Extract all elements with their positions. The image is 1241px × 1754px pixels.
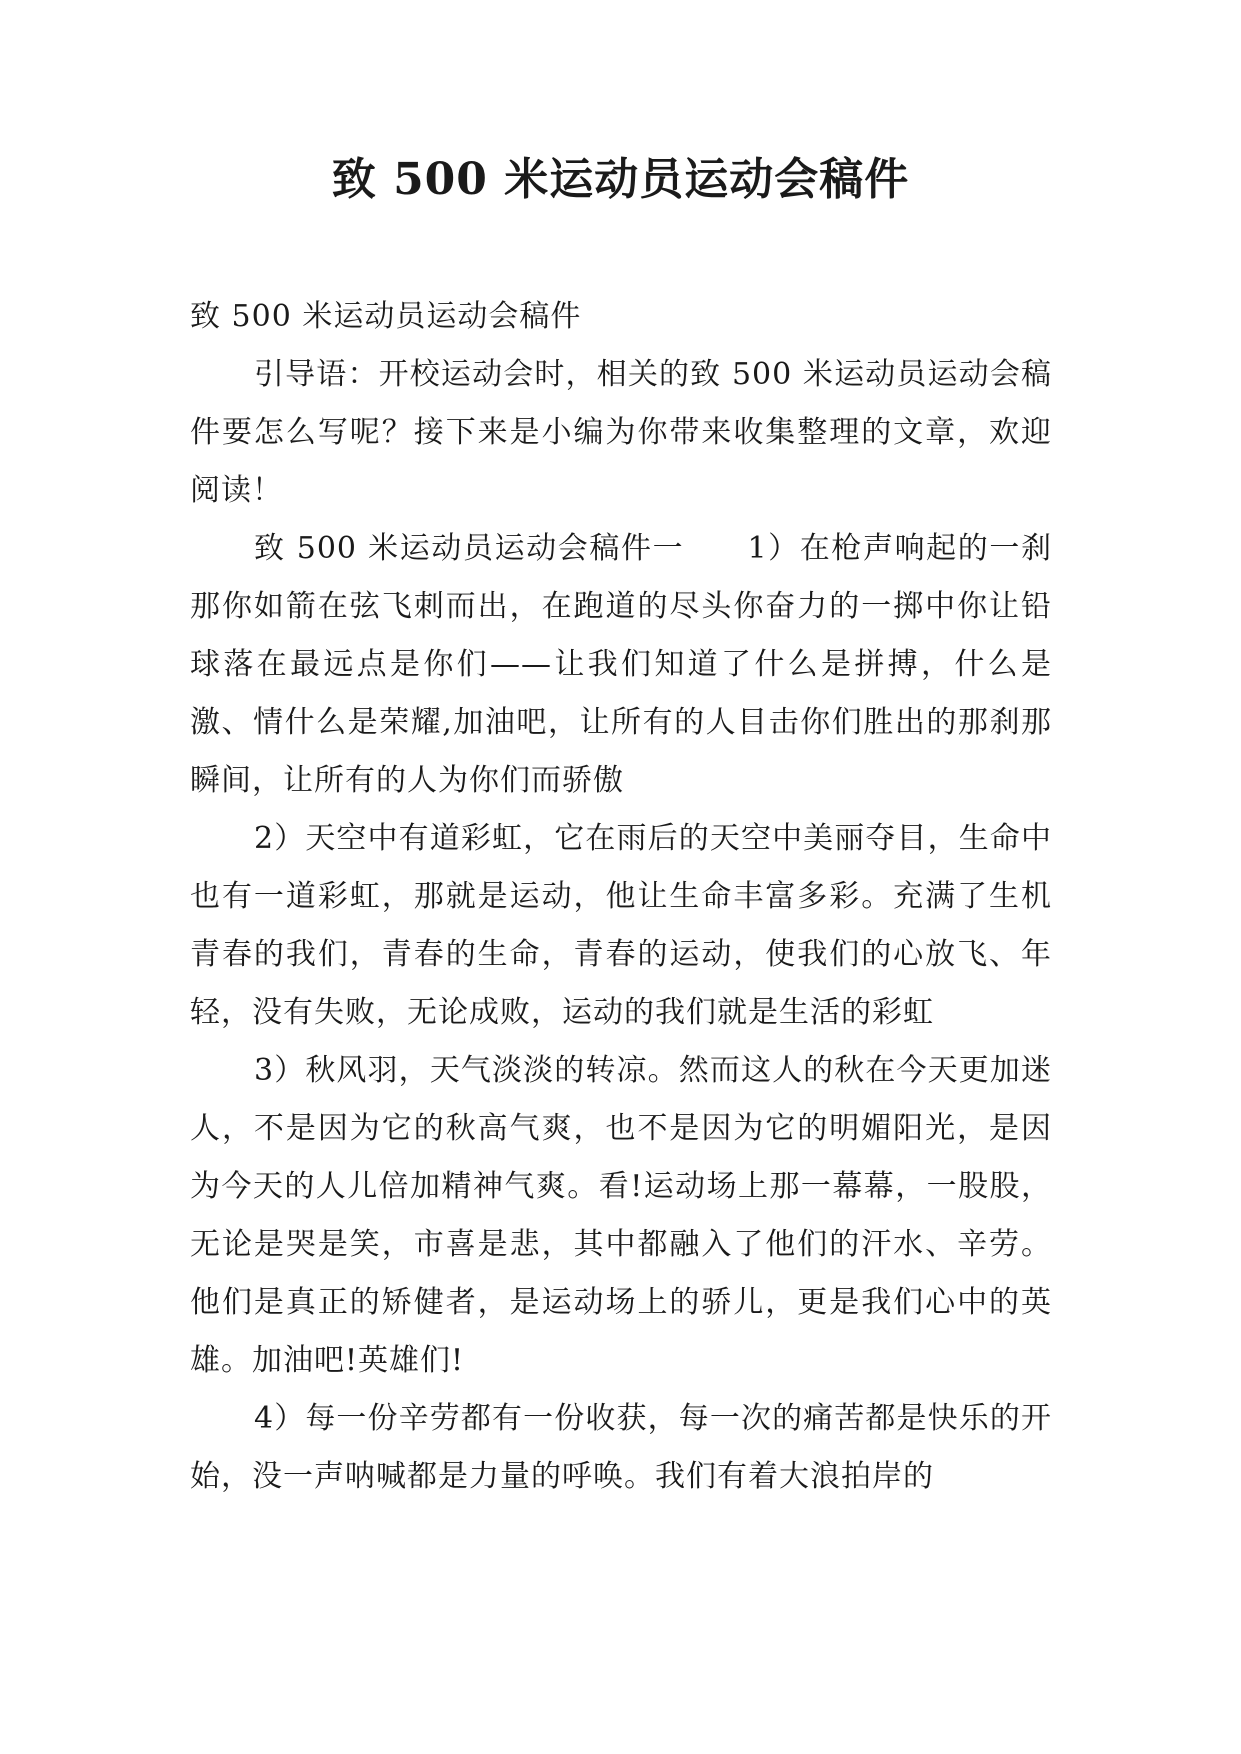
- document-title: 致 500 米运动员运动会稿件: [331, 154, 910, 205]
- paragraph-1: 致 500 米运动员运动会稿件一 1）在枪声响起的一刹那你如箭在弦飞刺而出，在跑道的尽头你奋力的一掷中你让铅球落在最远点是你们——让我们知道了什么是拼搏，什么是激、情什么是荣耀,加油吧，让所有的人目击你们胜出的那刹那瞬间，让所有的人为你们而骄傲: [190, 531, 1052, 798]
- paragraph-2: 2）天空中有道彩虹，它在雨后的天空中美丽夺目，生命中也有一道彩虹，那就是运动，他让生命丰富多彩。充满了生机青春的我们，青春的生命，青春的运动，使我们的心放飞、年轻，没有失败，无论成败，运动的我们就是生活的彩虹: [190, 821, 1052, 1030]
- document-body: [190, 288, 1052, 1506]
- paragraph-4: 4）每一份辛劳都有一份收获，每一次的痛苦都是快乐的开始，没一声呐喊都是力量的呼唤。我们有着大浪拍岸的: [190, 1401, 1052, 1494]
- intro-paragraph: 引导语：开校运动会时，相关的致 500 米运动员运动会稿件要怎么写呢？接下来是小编为你带来收集整理的文章，欢迎阅读！: [190, 357, 1052, 508]
- paragraph-3: 3）秋风羽，天气淡淡的转凉。然而这人的秋在今天更加迷人，不是因为它的秋高气爽，也不是因为它的明媚阳光，是因为今天的人儿倍加精神气爽。看!运动场上那一幕幕，一股股，无论是哭是笑，市喜是悲，其中都融入了他们的汗水、辛劳。他们是真正的矫健者，是运动场上的骄儿，更是我们心中的英雄。加油吧!英雄们!: [190, 1053, 1052, 1378]
- subtitle-line: 致 500 米运动员运动会稿件: [190, 299, 582, 334]
